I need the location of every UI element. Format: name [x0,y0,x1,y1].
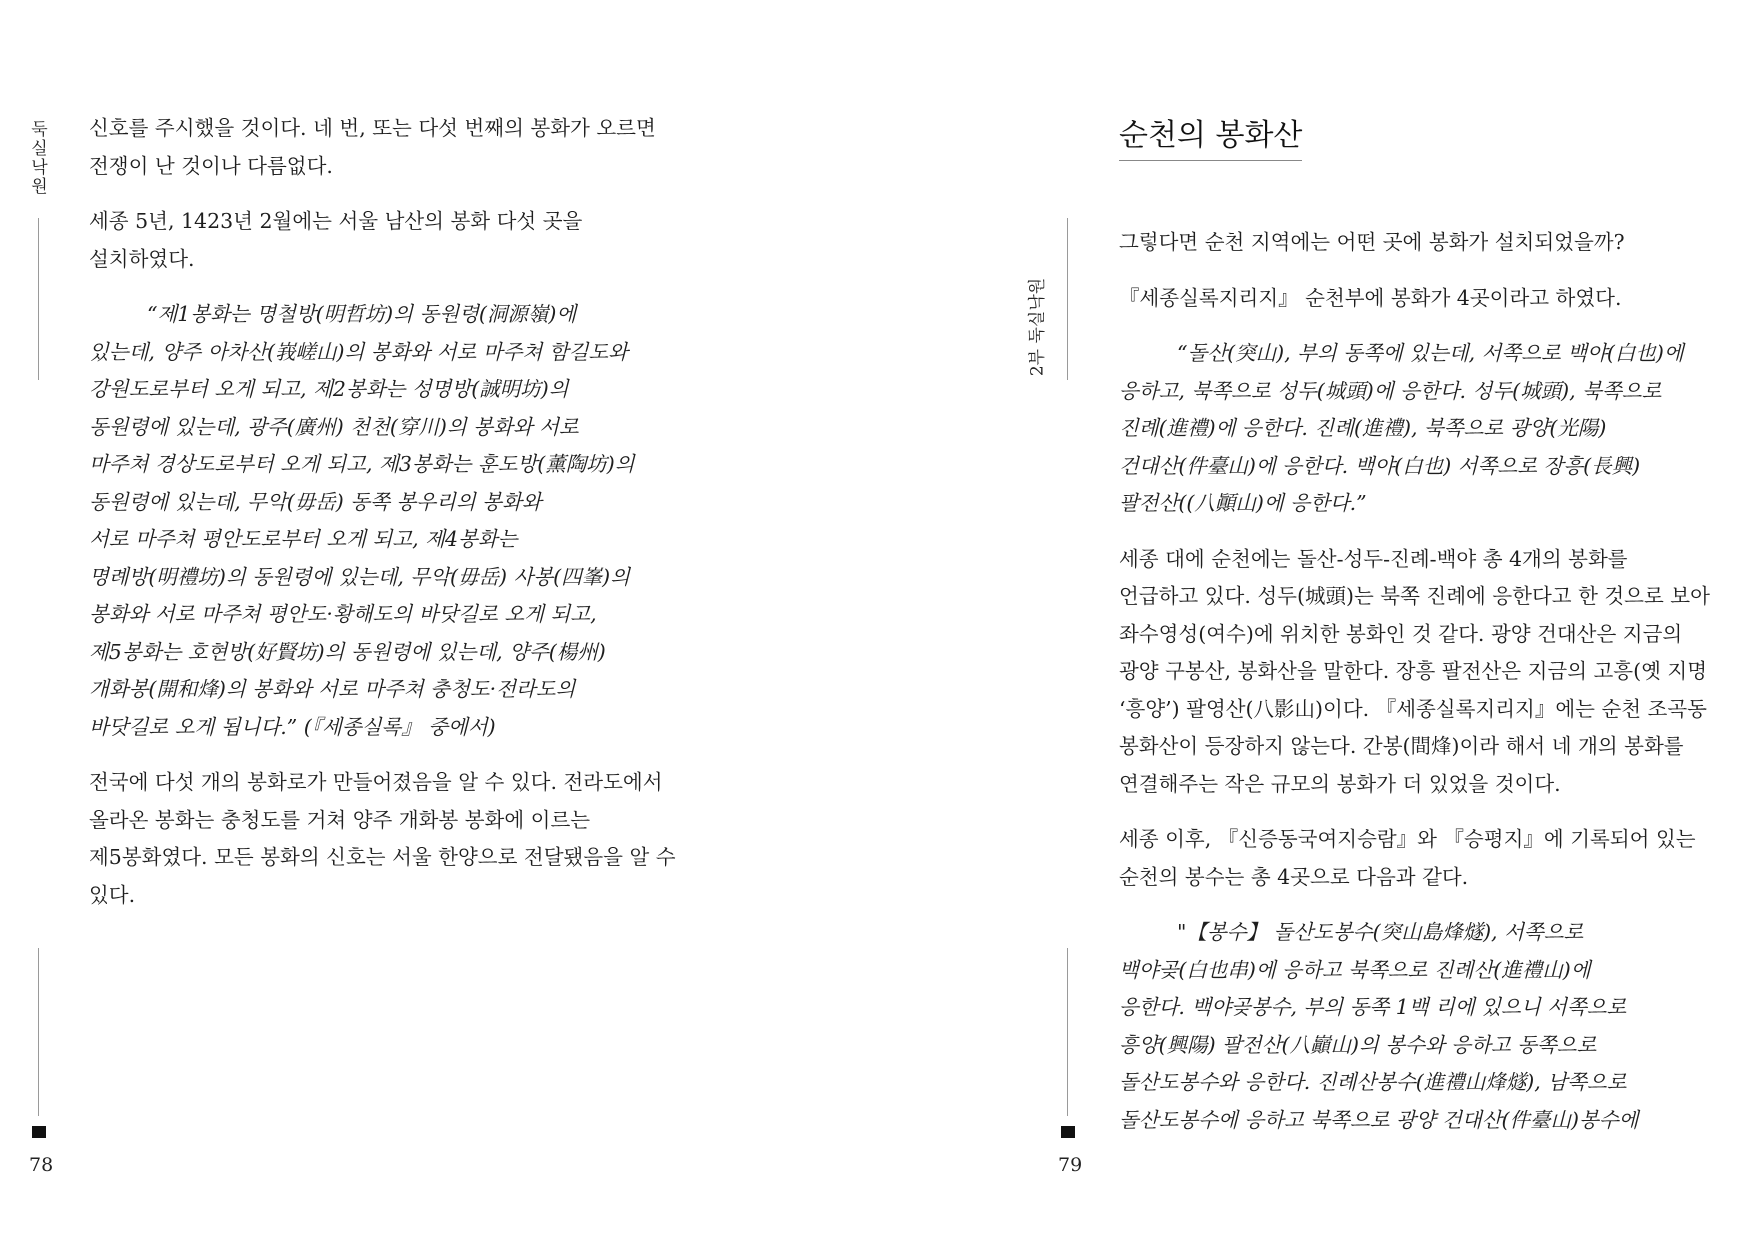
text-line: 순천의 봉수는 총 4곳으로 다음과 같다. [1119,864,1469,889]
text-line: 명례방(明禮坊)의 동원령에 있는데, 무악(毋岳) 사봉(四峯)의 [89,564,630,589]
text-line: 설치하였다. [89,246,195,271]
text-line: 동원령에 있는데, 무악(毋岳) 동쪽 봉우리의 봉화와 [89,489,542,514]
text-line: 『세종실록지리지』 순천부에 봉화가 4곳이라고 하였다. [1119,285,1622,310]
text-line: 전국에 다섯 개의 봉화로가 만들어졌음을 알 수 있다. 전라도에서 [89,770,663,794]
text-line: 서로 마주쳐 평안도로부터 오게 되고, 제4봉화는 [89,527,518,551]
text-line: 그렇다면 순천 지역에는 어떤 곳에 봉화가 설치되었을까? [1119,230,1625,254]
text-line: 세종 이후, 『신증동국여지승람』와 『승평지』에 기록되어 있는 [1119,827,1696,851]
right-page-marker [1061,1126,1075,1138]
text-line: 진례(進禮)에 응한다. 진례(進禮), 북쪽으로 광양(光陽) [1119,416,1607,440]
text-line: 바닷길로 오게 됩니다.” (『세종실록』 중에서) [89,714,496,739]
text-line: 올라온 봉화는 충청도를 거쳐 양주 개화봉 봉화에 이르는 [89,807,591,832]
text-line: 동원령에 있는데, 광주(廣州) 천천(穿川)의 봉화와 서로 [89,414,579,439]
text-line: 강원도로부터 오게 되고, 제2봉화는 성명방(誠明坊)의 [89,377,569,401]
text-line: 마주쳐 경상도로부터 오게 되고, 제3봉화는 훈도방(薰陶坊)의 [89,452,635,476]
right-page-number: 79 [1058,1154,1083,1176]
left-page-number: 78 [29,1154,54,1176]
quotation-paragraph [89,296,676,746]
text-line: 응한다. 백야곶봉수, 부의 동쪽 1백 리에 있으니 서쪽으로 [1119,995,1627,1019]
right-header-rule [1067,218,1068,380]
text-line: 연결해주는 작은 규모의 봉화가 더 있었을 것이다. [1119,771,1561,796]
text-line: 흥양(興陽) 팔전산(八巓山)의 봉수와 응하고 동쪽으로 [1119,1032,1597,1057]
text-line: 언급하고 있다. 성두(城頭)는 북쪽 진례에 응한다고 한 것으로 보아 [1119,584,1710,608]
text-line: 세종 대에 순천에는 돌산-성두-진례-백야 총 4개의 봉화를 [1119,546,1628,571]
text-line: 세종 5년, 1423년 2월에는 서울 남산의 봉화 다섯 곳을 [89,209,583,233]
right-footer-rule [1067,948,1068,1116]
text-line: 제5봉화였다. 모든 봉화의 신호는 서울 한양으로 전달됐음을 알 수 [89,845,676,869]
quotation-paragraph [1119,335,1710,523]
left-header-rule [38,218,39,380]
text-line: 건대산(件臺山)에 응한다. 백야(白也) 서쪽으로 장흥(長興) [1119,453,1641,478]
right-running-header [1028,272,1047,382]
left-page [0,0,874,1241]
text-line: 팔전산((八顚山)에 응한다.” [1119,491,1367,515]
text-line: "【봉수】 돌산도봉수(突山島烽燧), 서쪽으로 [1177,920,1584,944]
text-line: 있는데, 양주 아차산(峩嵯山)의 봉화와 서로 마주쳐 함길도와 [89,339,628,364]
text-line: “돌산(突山), 부의 동쪽에 있는데, 서쪽으로 백야(白也)에 [1177,341,1684,365]
text-line: 개화봉(開和烽)의 봉화와 서로 마주쳐 충청도·전라도의 [89,677,576,701]
paragraph [89,203,676,278]
text-line: 있다. [89,882,136,907]
text-line: ‘흥양’) 팔영산(八影山)이다. 『세종실록지리지』에는 순천 조곡동 [1119,696,1707,721]
left-page-marker [32,1126,46,1138]
right-running-header-label: 2부 둑실낙원 [1027,277,1047,377]
left-body-text [89,110,676,932]
text-line: 제5봉화는 호현방(好賢坊)의 동원령에 있는데, 양주(楊州) [89,639,606,664]
text-line: 봉화와 서로 마주쳐 평안도·황해도의 바닷길로 오게 되고, [89,602,597,626]
quotation-paragraph [1119,914,1710,1139]
text-line: “제1봉화는 명철방(明哲坊)의 동원령(洞源嶺)에 [147,302,577,326]
text-line: 신호를 주시했을 것이다. 네 번, 또는 다섯 번째의 봉화가 오르면 [89,116,656,140]
paragraph [1119,280,1710,318]
section-title: 순천의 봉화산 [1119,110,1302,161]
text-line: 광양 구봉산, 봉화산을 말한다. 장흥 팔전산은 지금의 고흥(옛 지명 [1119,659,1708,683]
paragraph [1119,821,1710,896]
text-line: 돌산도봉수에 응하고 북쪽으로 광양 건대산(件臺山)봉수에 [1119,1107,1639,1132]
paragraph [1119,224,1710,262]
text-line: 백야곶(白也串)에 응하고 북쪽으로 진례산(進禮山)에 [1119,957,1591,982]
text-line: 응하고, 북쪽으로 성두(城頭)에 응한다. 성두(城頭), 북쪽으로 [1119,378,1662,403]
paragraph [1119,541,1710,804]
left-footer-rule [38,948,39,1116]
text-line: 좌수영성(여수)에 위치한 봉화인 것 같다. 광양 건대산은 지금의 [1119,621,1683,646]
right-body-text [1119,224,1710,1157]
paragraph [89,110,676,185]
paragraph [89,764,676,914]
text-line: 전쟁이 난 것이나 다름없다. [89,153,333,178]
left-running-header: 둑실낙원 [27,120,47,196]
text-line: 봉화산이 등장하지 않는다. 간봉(間烽)이라 해서 네 개의 봉화를 [1119,734,1684,758]
text-line: 돌산도봉수와 응한다. 진례산봉수(進禮山烽燧), 남쪽으로 [1119,1070,1627,1094]
